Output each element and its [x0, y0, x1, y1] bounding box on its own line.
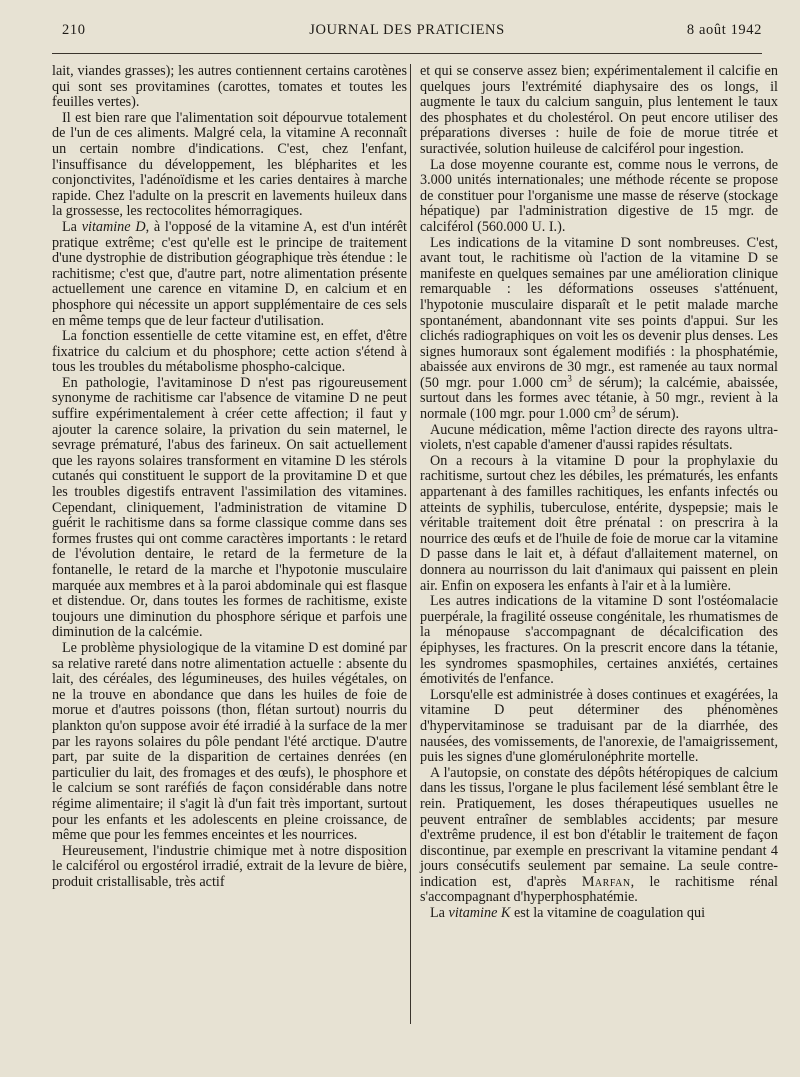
right-column	[420, 64, 778, 922]
header-rule	[52, 53, 762, 54]
paragraph: Lorsqu'elle est administrée à doses continues et exagérées, la vitamine D peut déterminer des phénomènes d'hypervitaminose se traduisant par de la diarrhée, des nausées, des vomissements, de l'anorexie, de l'amaigrissement, puis les signes d'une glomérulonéphrite mortelle.	[420, 686, 778, 766]
page-number: 210	[62, 22, 86, 38]
paragraph-text: de sérum); la calcémie, abaissée, surtout dans les formes avec tétanie, à 50 mgr., revient à la normale (100 mgr. pour 1.000 cm	[420, 374, 779, 423]
superscript: 3	[567, 373, 572, 384]
column-divider	[410, 64, 411, 1024]
running-header	[52, 22, 762, 46]
left-column	[52, 64, 407, 890]
paragraph-text: est la vitamine de coagulation qui	[510, 905, 706, 922]
paragraph-text: , à l'opposé de la vitamine A, est d'un intérêt pratique extrême; c'est qu'elle est le principe de traitement d'une dystrophie de distribution géographique très étendue : le rachitisme; c'est que, d'autre part, notre alimentation présente actuellement une carence en vitamine D, en calcium et en phosphore qui nécessite un apport supplémentaire de ces sels en même temps que de leur facteur d'utilisation.	[52, 218, 407, 329]
paragraph: Heureusement, l'industrie chimique met à notre disposition le calciférol ou ergostérol irradié, extrait de la levure de bière, produit cristallisable, très actif	[52, 842, 407, 890]
paragraph: La fonction essentielle de cette vitamine est, en effet, d'être fixatrice du calcium et du phosphore; cette action s'étend à tous les troubles du métabolisme phospho-calcique.	[52, 328, 407, 376]
vitamin-d-term: vitamine D	[81, 218, 146, 235]
superscript: 3	[611, 404, 616, 415]
paragraph-text: A l'autopsie, on constate des dépôts hétéropiques de calcium dans les tissus, l'organe le plus facilement lésé semblant être le rein. Pratiquement, les doses thérapeutiques usuelles ne peuvent entraîner de semblables accidents; par mesure d'extrême prudence, il est bon d'établir le traitement de façon discontinue, par exemple en prescrivant la vitamine pendant 4 jours consécutifs seulement par semaine. La seule contre-indication est, d'après	[420, 764, 778, 890]
paragraph: lait, viandes grasses); les autres contiennent certains carotènes qui sont ses provitamines (carottes, tomates et toutes les feuilles vertes).	[52, 63, 407, 111]
paragraph: et qui se conserve assez bien; expérimentalement il calcifie en quelques jours l'extrémité diaphysaire des os longs, il augmente le taux du calcium sanguin, plus lentement le taux des phosphates et du cholestérol. On peut encore utiliser des préparations diverses : huile de foie de morue titrée et suractivée, solution huileuse de calciférol pour ingestion.	[420, 63, 778, 157]
author-name: Marfan	[581, 873, 631, 890]
paragraph: Le problème physiologique de la vitamine D est dominé par sa relative rareté dans notre alimentation actuelle : absente du lait, des céréales, des légumineuses, des huiles végétales, on ne la trouve en abondance que dans les huiles de foie de morue et d'autres poissons (thon, flétan surtout) nourris du plankton qu'on suppose avoir été irradié à la surface de la mer par les rayons solaires du pôle pendant l'été arctique. D'autre part, par suite de la disparition de certaines denrées (en particulier du lait, des fromages et des œufs), le phosphore et le calcium se sont raréfiés de façon considérable dans notre régime alimentaire; il s'agit là d'un fait très important, surtout pour les enfants et les adolescents en pleine croissance, de même que pour les femmes enceintes et les nourrices.	[52, 639, 407, 844]
paragraph-text: Les indications de la vitamine D sont nombreuses. C'est, avant tout, le rachitisme où l'action de la vitamine D se manifeste en quelques semaines par une amélioration clinique remarquable : les déformations osseuses s'atténuent, l'hypotonie musculaire disparaît et le petit malade marche spontanément, abandonnant vite ses points d'appui. Sur les clichés radiographiques on voit les os devenir plus denses. Les signes humoraux sont également modifiés : la phosphatémie, abaissée aux environs de 30 mgr., est ramenée au taux normal (50 mgr. pour 1.000 cm	[420, 234, 778, 391]
paragraph	[420, 906, 778, 922]
paragraph: En pathologie, l'avitaminose D n'est pas rigoureusement synonyme de rachitisme car l'absence de vitamine D ne peut suffire expérimentalement à créer cette affection; il faut y ajouter la carence solaire, la privation du sein maternel, le sevrage prématuré, l'abus des farineux. On sait actuellement que les rayons solaires transforment en vitamine D les stérols cutanés qui constituent le support de la provitamine D et que les troubles digestifs entravent l'assimilation des vitamines. Cependant, cliniquement, l'administration de vitamine D guérit le rachitisme dans sa forme classique comme dans ses formes frustes qui ont comme caractères importants : le retard de l'évolution dentaire, le retard de la fermeture de la fontanelle, le retard de la marche et l'hypotonie musculaire marquée aux membres et à la paroi abdominale qui est flasque et distendue. Or, dans toutes les formes de rachitisme, existe toujours une diminution du phosphore sérique et parfois une diminution de la calcémie.	[52, 374, 407, 641]
vitamin-k-term: vitamine K	[448, 905, 511, 922]
paragraph	[420, 236, 778, 423]
paragraph: La dose moyenne courante est, comme nous le verrons, de 3.000 unités internationales; une méthode récente se propose de constituer pour l'organisme une masse de réserve (stockage hépatique) par l'administration digestive de 15 mgr. de calciférol (560.000 U. I.).	[420, 156, 778, 235]
issue-date: 8 août 1942	[686, 22, 762, 38]
paragraph: Il est bien rare que l'alimentation soit dépourvue totalement de l'un de ces aliments. Malgré cela, la vitamine A reconnaît un certain nombre d'indications. C'est, chez l'enfant, l'insuffisance du développement, les blépharites et les conjonctivites, l'adénoïdisme et les caries dentaires à marche rapide. Chez l'adulte on la prescrit en lavements huileux dans la grossesse, les rectocolites hémorragiques.	[52, 109, 407, 220]
paragraph	[420, 766, 778, 906]
paragraph: On a recours à la vitamine D pour la prophylaxie du rachitisme, surtout chez les débiles, les prématurés, les enfants appartenant à des familles rachitiques, les enfants infectés ou atteints de syphilis, tuberculose, entérite, dyspepsie; mais le véritable traitement doit être prénatal : on prescrira à la nourrice des œufs et de l'huile de foie de morue car la vitamine D passe dans le lait et, à défaut d'allaitement maternel, on donnera au nourrisson du lait d'animaux qui paissent en plein air. Enfin on exposera les enfants à l'air et à la lumière.	[420, 452, 778, 594]
paragraph-text: de sérum).	[615, 406, 680, 423]
paragraph-text: La	[430, 905, 449, 922]
paragraph	[52, 220, 407, 329]
paragraph: Aucune médication, même l'action directe des rayons ultra-violets, n'est capable d'amener d'aussi rapides résultats.	[420, 421, 778, 454]
journal-title: JOURNAL DES PRATICIENS	[309, 22, 505, 38]
paragraph: Les autres indications de la vitamine D sont l'ostéomalacie puerpérale, la fragilité osseuse congénitale, les rhumatismes de la ménopause s'accompagnant de décalcification des épiphyses, les fractures. On la prescrit encore dans la tétanie, les syndromes spasmophiles, certaines anxiétés, certaines émotivités de l'enfance.	[420, 593, 778, 688]
paragraph-text: La	[62, 218, 82, 235]
paragraph-text: , le rachitisme rénal s'accompagnant d'hyperphosphatémie.	[420, 873, 778, 906]
